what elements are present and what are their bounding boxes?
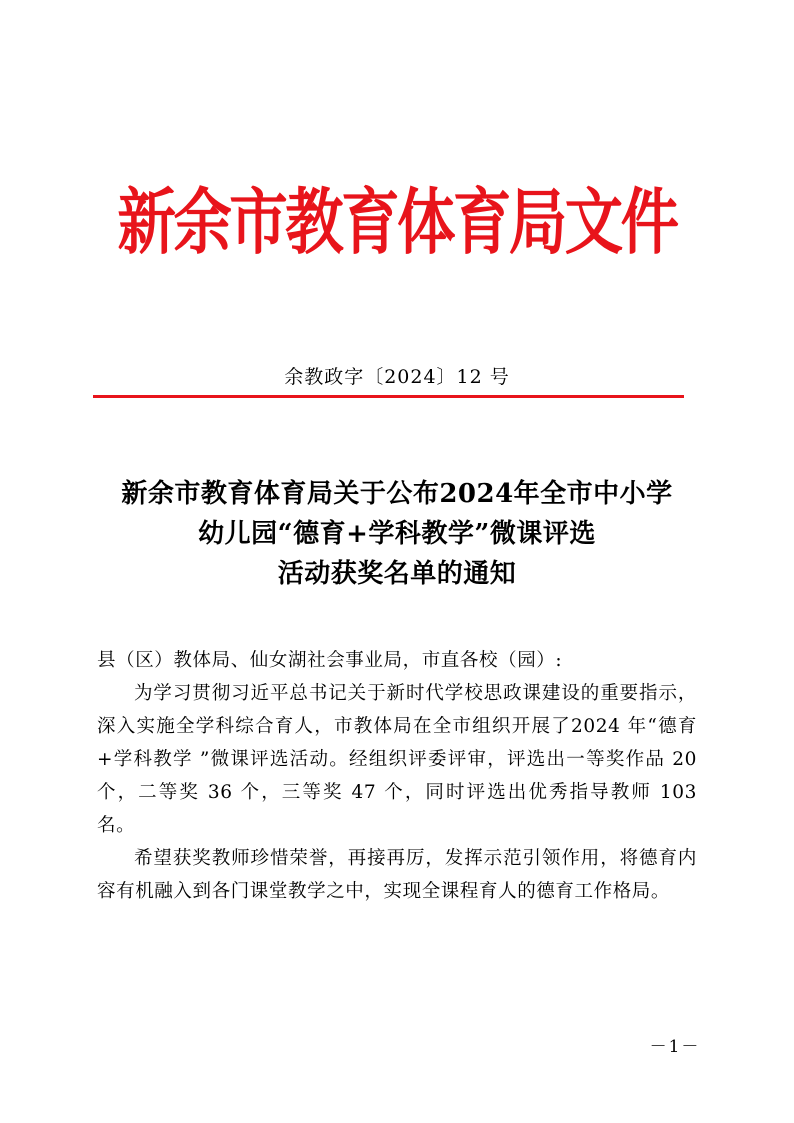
red-divider-line (93, 395, 684, 398)
salutation: 县（区）教体局、仙女湖社会事业局，市直各校（园）: (97, 650, 563, 671)
title-line-2: 幼儿园“德育+学科教学”微课评选 (198, 519, 596, 549)
document-number: 余教政字〔2024〕12 号 (284, 366, 510, 388)
title-line-3: 活动获奖名单的通知 (277, 559, 517, 589)
body-paragraph: 为学习贯彻习近平总书记关于新时代学校思政课建设的重要指示，深入实施全学科综合育人，市教体局在全市组织开展了2024 年“德育+学科教学 ”微课评选活动。经组织评委评审，评选出一等奖作品 20 个，二等奖 36 个，三等奖 47 个，同时评选出优秀指导教师 103 名。 (97, 683, 697, 836)
notice-body (97, 644, 697, 908)
page-number: －1－ (649, 1037, 701, 1057)
notice-title (60, 474, 734, 594)
body-paragraph: 希望获奖教师珍惜荣誉，再接再厉，发挥示范引领作用，将德育内容有机融入到各门课堂教学之中，实现全课程育人的德育工作格局。 (97, 848, 697, 902)
masthead-title: 新余市教育体育局文件 (117, 181, 677, 265)
title-line-1: 新余市教育体育局关于公布2024年全市中小学 (121, 479, 673, 509)
